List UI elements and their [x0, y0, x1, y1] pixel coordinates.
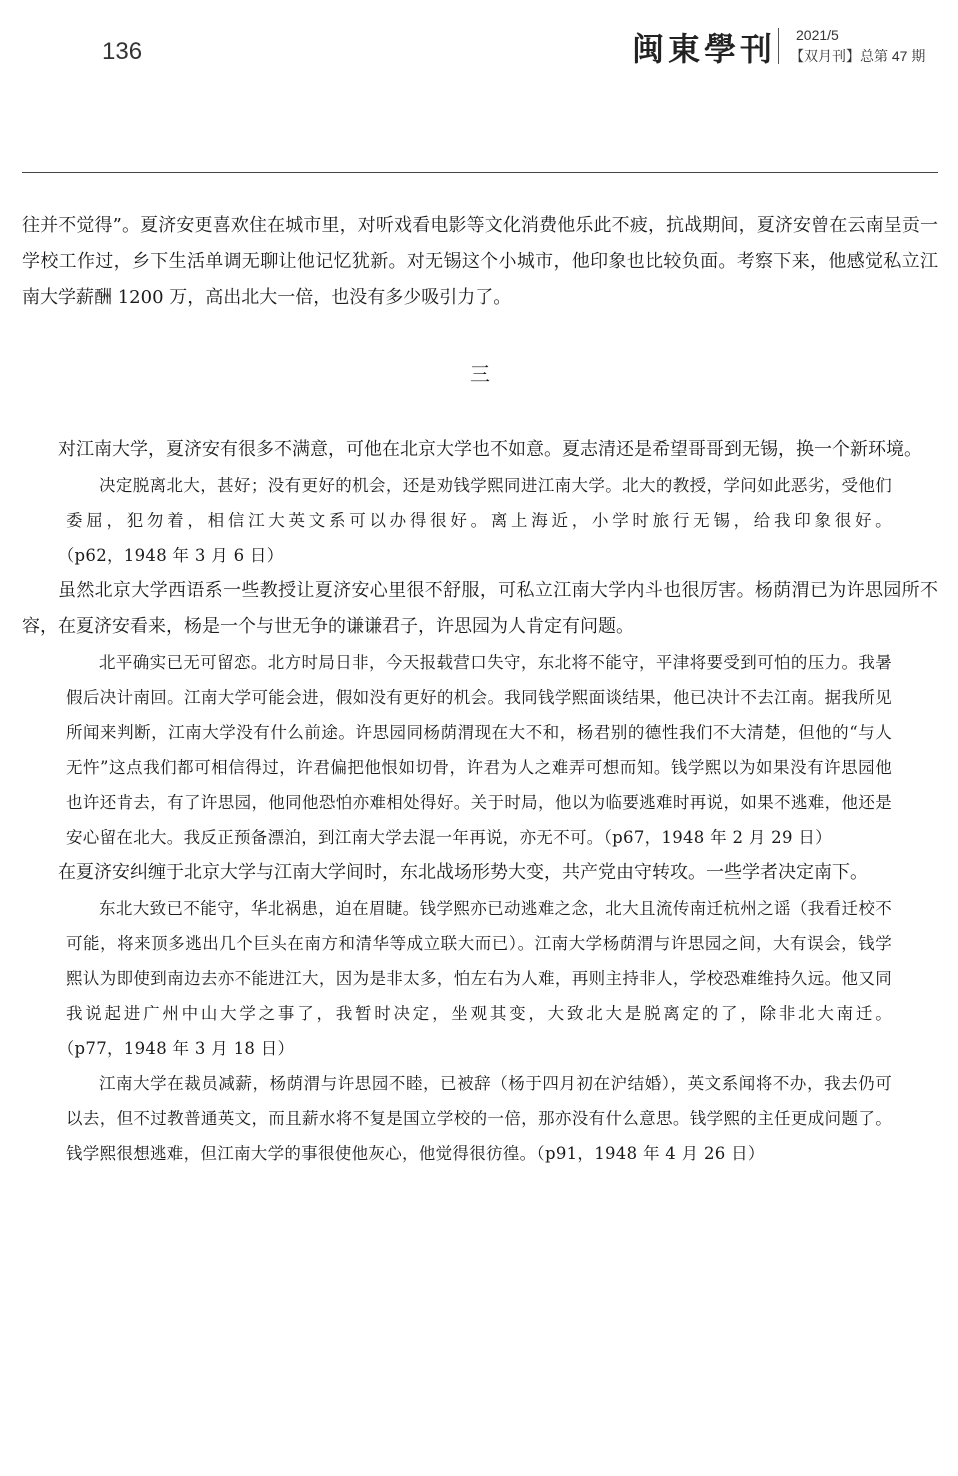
quote-4-text: 江南大学在裁员减薪，杨荫渭与许思园不睦，已被辞（杨于四月初在沪结婚），英文系闻将不办，我去仍可以去，但不过教普通英文，而且薪水将不复是国立学校的一倍，那亦没有什么意思。钱学熙的主任更成问题了。钱学熙很想逃难，但江南大学的事很使他灰心，他觉得很彷徨。 [66, 1074, 892, 1163]
block-quote-4 [22, 1066, 938, 1171]
header-rule [22, 172, 938, 173]
quote-4-citation: （p91，1948 年 4 月 26 日） [536, 1144, 765, 1163]
block-quote-2 [22, 645, 938, 855]
quote-3-citation: （p77，1948 年 3 月 18 日） [66, 1039, 295, 1058]
quote-1-text: 决定脱离北大，甚好；没有更好的机会，还是劝钱学熙同进江南大学。北大的教授，学问如此恶劣，受他们委屈，犯勿着，相信江大英文系可以办得很好。离上海近，小学时旅行无锡，给我印象很好。 [66, 476, 892, 530]
quote-2-citation: （p67，1948 年 2 月 29 日） [603, 828, 832, 847]
paragraph-continued: 往并不觉得”。夏济安更喜欢住在城市里，对听戏看电影等文化消费他乐此不疲，抗战期间，夏济安曾在云南呈贡一学校工作过，乡下生活单调无聊让他记忆犹新。对无锡这个小城市，他印象也比较负面。考察下来，他感觉私立江南大学薪酬 1200 万，高出北大一倍，也没有多少吸引力了。 [22, 215, 938, 308]
quote-3-text: 东北大致已不能守，华北祸患，迫在眉睫。钱学熙亦已动逃难之念，北大且流传南迁杭州之谣（我看迁校不可能，将来顶多逃出几个巨头在南方和清华等成立联大而已）。江南大学杨荫渭与许思园之间，大有误会，钱学熙认为即使到南边去亦不能进江大，因为是非太多，怕左右为人难，再则主持非人，学校恐难维持久远。他又同我说起进广州中山大学之事了，我暂时决定，坐观其变，大致北大是脱离定的了，除非北大南迁。 [66, 899, 892, 1023]
page-number: 136 [102, 38, 143, 65]
quote-1-citation: （p62，1948 年 3 月 6 日） [66, 546, 284, 565]
block-quote-1 [22, 468, 938, 573]
paragraph-3: 虽然北京大学西语系一些教授让夏济安心里很不舒服，可私立江南大学内斗也很厉害。杨荫渭已为许思园所不容，在夏济安看来，杨是一个与世无争的谦谦君子，许思园为人肯定有问题。 [22, 580, 938, 637]
issue-number: 【双月刊】总第 47 期 [790, 48, 926, 64]
block-quote-3 [22, 891, 938, 1066]
paragraph-4: 在夏济安纠缠于北京大学与江南大学间时，东北战场形势大变，共产党由守转攻。一些学者决定南下。 [58, 862, 868, 883]
paragraph-2: 对江南大学，夏济安有很多不满意，可他在北京大学也不如意。夏志清还是希望哥哥到无锡，换一个新环境。 [58, 439, 922, 460]
article-body [22, 208, 938, 1171]
issue-date: 2021/5 [796, 27, 839, 43]
header-divider [778, 28, 779, 64]
section-heading: 三 [470, 362, 490, 386]
journal-title: 闽東學刊 [632, 30, 777, 68]
quote-2-text: 北平确实已无可留恋。北方时局日非，今天报载营口失守，东北将不能守，平津将要受到可怕的压力。我暑假后决计南回。江南大学可能会进，假如没有更好的机会。我同钱学熙面谈结果，他已决计不去江南。据我所见所闻来判断，江南大学没有什么前途。许思园同杨荫渭现在大不和，杨君别的德性我们不大清楚，但他的“与人无忤”这点我们都可相信得过，许君偏把他恨如切骨，许君为人之难弄可想而知。钱学熙以为如果没有许思园他也许还肯去，有了许思园，他同他恐怕亦难相处得好。关于时局，他以为临要逃难时再说，如果不逃难，他还是安心留在北大。我反正预备漂泊，到江南大学去混一年再说，亦无不可。 [66, 653, 892, 847]
